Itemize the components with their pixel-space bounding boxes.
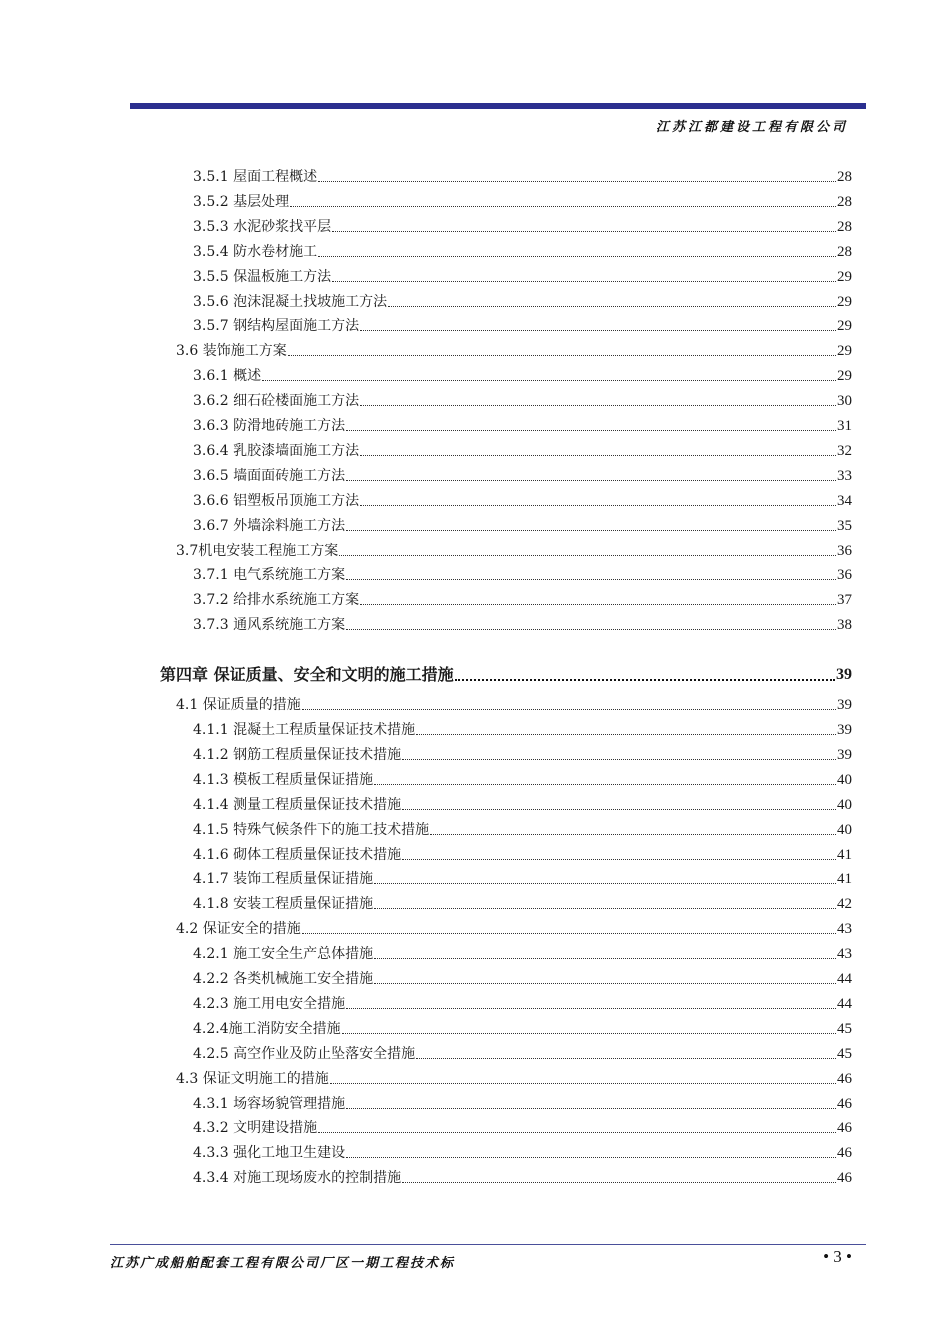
toc-dot-leader <box>388 306 836 307</box>
toc-entry-page: 39 <box>837 722 852 738</box>
toc-dot-leader <box>402 809 836 810</box>
footer-rule <box>110 1244 866 1245</box>
toc-entry[interactable] <box>193 944 852 964</box>
toc-entry[interactable] <box>193 466 852 486</box>
toc-entry-page: 43 <box>837 946 852 963</box>
toc-dot-leader <box>346 430 836 431</box>
toc-entry[interactable] <box>193 894 852 914</box>
toc-entry[interactable] <box>193 242 852 262</box>
toc-entry-page: 28 <box>837 169 852 185</box>
toc-entry[interactable] <box>193 516 852 536</box>
toc-entry-label: 3.5.4 防水卷材施工 <box>193 243 318 260</box>
toc-entry-page: 32 <box>837 442 852 459</box>
toc-dot-leader <box>360 505 836 506</box>
toc-dot-leader <box>360 405 836 406</box>
toc-dot-leader <box>374 784 836 785</box>
toc-entry[interactable] <box>193 167 852 187</box>
toc-entry-label: 3.7.2 给排水系统施工方案 <box>193 592 360 609</box>
toc-entry[interactable] <box>176 919 852 939</box>
toc-entry[interactable] <box>176 341 852 361</box>
toc-entry-page: 28 <box>837 193 852 210</box>
toc-dot-leader <box>318 1132 836 1133</box>
toc-entry-label: 4.1.2 钢筋工程质量保证技术措施 <box>193 746 402 763</box>
toc-entry[interactable] <box>193 1143 852 1163</box>
toc-dot-leader <box>374 958 836 959</box>
toc-entry-label: 3.6.5 墙面面砖施工方法 <box>193 467 346 484</box>
toc-dot-leader <box>402 1182 836 1183</box>
toc-entry-page: 43 <box>837 921 852 938</box>
toc-entry-page: 45 <box>837 1045 852 1062</box>
toc-entry[interactable] <box>193 969 852 989</box>
toc-dot-leader <box>416 1058 836 1059</box>
toc-entry-label: 4.2.1 施工安全生产总体措施 <box>193 946 374 963</box>
toc-chapter-entry[interactable] <box>160 663 852 687</box>
toc-dot-leader <box>346 1008 836 1009</box>
toc-entry[interactable] <box>176 541 852 561</box>
toc-entry[interactable] <box>193 1118 852 1138</box>
toc-entry-label: 4.1.8 安装工程质量保证措施 <box>193 896 374 913</box>
toc-entry-label: 4.1.5 特殊气候条件下的施工技术措施 <box>193 821 430 838</box>
toc-entry[interactable] <box>193 292 852 312</box>
toc-dot-leader <box>332 281 836 282</box>
toc-entry-page: 31 <box>837 418 852 434</box>
toc-entry-label: 4.1.4 测量工程质量保证技术措施 <box>193 796 402 813</box>
toc-dot-leader <box>360 455 836 456</box>
toc-entry-page: 28 <box>837 243 852 260</box>
toc-entry-page: 40 <box>837 796 852 813</box>
toc-entry-label: 4.1.1 混凝土工程质量保证技术措施 <box>193 722 416 738</box>
toc-entry[interactable] <box>193 416 852 436</box>
toc-dot-leader <box>374 983 836 984</box>
toc-entry[interactable] <box>193 192 852 212</box>
toc-entry-page: 46 <box>837 1170 852 1187</box>
toc-entry-page: 46 <box>837 1120 852 1137</box>
toc-entry-label: 4.2.2 各类机械施工安全措施 <box>193 971 374 987</box>
header-rule <box>130 103 866 109</box>
toc-dot-leader <box>339 555 836 556</box>
toc-dot-leader <box>330 1083 836 1084</box>
toc-entry-page: 29 <box>837 293 852 310</box>
toc-entry-label: 3.5.7 钢结构屋面施工方法 <box>193 318 360 335</box>
toc-entry-label: 3.6 装饰施工方案 <box>176 343 287 360</box>
toc-entry[interactable] <box>193 366 852 386</box>
toc-dot-leader <box>402 859 836 860</box>
toc-entry-page: 46 <box>837 1145 852 1162</box>
toc-entry-label: 3.5.5 保温板施工方法 <box>193 268 332 285</box>
toc-dot-leader <box>374 908 836 909</box>
toc-entry[interactable] <box>193 441 852 461</box>
toc-entry-label: 4.1.6 砌体工程质量保证技术措施 <box>193 846 402 863</box>
toc-entry-page: 36 <box>837 542 852 559</box>
toc-entry[interactable] <box>193 770 852 790</box>
toc-entry-label: 3.7.1 电气系统施工方案 <box>193 567 346 584</box>
toc-dot-leader <box>416 734 836 735</box>
toc-entry-page: 41 <box>837 871 852 888</box>
toc-entry-page: 44 <box>837 995 852 1012</box>
toc-dot-leader <box>288 355 836 356</box>
toc-entry-label: 3.6.3 防滑地砖施工方法 <box>193 418 346 434</box>
toc-entry-label: 4.3.3 强化工地卫生建设 <box>193 1145 346 1162</box>
toc-dot-leader <box>374 883 836 884</box>
toc-dot-leader <box>455 679 835 681</box>
toc-dot-leader <box>346 1108 836 1109</box>
toc-entry[interactable] <box>193 217 852 237</box>
toc-entry-page: 36 <box>837 567 852 584</box>
toc-entry-label: 3.7机电安装工程施工方案 <box>176 542 339 559</box>
toc-entry-page: 29 <box>837 368 852 385</box>
toc-entry-page: 44 <box>837 971 852 987</box>
toc-entry-page: 28 <box>837 218 852 235</box>
toc-dot-leader <box>318 256 836 257</box>
toc-entry[interactable] <box>193 1044 852 1064</box>
toc-entry-label: 4.3.2 文明建设措施 <box>193 1120 318 1137</box>
toc-entry[interactable] <box>193 590 852 610</box>
toc-entry-page: 29 <box>837 343 852 360</box>
footer-project-title: 江苏广成船舶配套工程有限公司厂区一期工程技术标 <box>110 1256 456 1271</box>
toc-entry[interactable] <box>193 720 852 740</box>
toc-dot-leader <box>346 530 836 531</box>
toc-entry-label: 3.5.6 泡沫混凝土找坡施工方法 <box>193 293 388 310</box>
toc-entry-page: 40 <box>837 771 852 788</box>
toc-entry-page: 39 <box>837 746 852 763</box>
toc-dot-leader <box>302 709 836 710</box>
toc-entry[interactable] <box>193 820 852 840</box>
toc-entry-label: 4.3.1 场容场貌管理措施 <box>193 1095 346 1112</box>
toc-entry[interactable] <box>193 565 852 585</box>
toc-entry-label: 3.6.1 概述 <box>193 368 262 385</box>
toc-entry-page: 39 <box>836 666 852 684</box>
toc-entry[interactable] <box>193 615 852 635</box>
toc-entry-page: 33 <box>837 467 852 484</box>
header-company-name: 江苏江都建设工程有限公司 <box>655 120 848 135</box>
toc-dot-leader <box>342 1033 836 1034</box>
toc-entry-label: 3.5.3 水泥砂浆找平层 <box>193 218 332 235</box>
toc-entry-label: 4.3 保证文明施工的措施 <box>176 1070 329 1087</box>
toc-entry-page: 35 <box>837 517 852 534</box>
toc-entry-label: 4.2.5 高空作业及防止坠落安全措施 <box>193 1045 416 1062</box>
toc-dot-leader <box>262 380 836 381</box>
toc-entry-label: 3.7.3 通风系统施工方案 <box>193 617 346 634</box>
toc-entry-page: 40 <box>837 821 852 838</box>
toc-dot-leader <box>360 604 836 605</box>
toc-entry[interactable] <box>193 795 852 815</box>
toc-dot-leader <box>346 629 836 630</box>
toc-entry[interactable] <box>193 316 852 336</box>
toc-entry[interactable] <box>193 491 852 511</box>
toc-entry-page: 29 <box>837 318 852 335</box>
toc-entry[interactable] <box>176 695 852 715</box>
toc-entry-page: 29 <box>837 268 852 285</box>
toc-entry-label: 第四章 保证质量、安全和文明的施工措施 <box>160 665 454 685</box>
toc-dot-leader <box>346 480 836 481</box>
toc-entry[interactable] <box>193 869 852 889</box>
toc-entry-label: 3.6.4 乳胶漆墙面施工方法 <box>193 442 360 459</box>
toc-dot-leader <box>302 933 836 934</box>
toc-dot-leader <box>290 206 836 207</box>
toc-entry[interactable] <box>193 1094 852 1114</box>
toc-entry-label: 4.2.3 施工用电安全措施 <box>193 995 346 1012</box>
toc-entry-page: 34 <box>837 492 852 509</box>
toc-dot-leader <box>402 759 836 760</box>
toc-entry-page: 30 <box>837 393 852 410</box>
toc-entry-label: 3.6.2 细石砼楼面施工方法 <box>193 393 360 410</box>
toc-dot-leader <box>360 330 836 331</box>
toc-entry[interactable] <box>193 391 852 411</box>
toc-entry-page: 41 <box>837 846 852 863</box>
toc-entry-page: 42 <box>837 896 852 913</box>
toc-dot-leader <box>332 231 836 232</box>
toc-entry[interactable] <box>193 267 852 287</box>
toc-entry-page: 38 <box>837 617 852 634</box>
toc-entry[interactable] <box>193 845 852 865</box>
toc-entry-label: 4.2 保证安全的措施 <box>176 921 301 938</box>
toc-entry-label: 4.1 保证质量的措施 <box>176 697 301 714</box>
toc-entry-label: 3.6.6 铝塑板吊顶施工方法 <box>193 492 360 509</box>
toc-entry-label: 3.5.2 基层处理 <box>193 193 290 210</box>
toc-entry-label: 4.1.3 模板工程质量保证措施 <box>193 771 374 788</box>
toc-entry[interactable] <box>176 1069 852 1089</box>
toc-dot-leader <box>318 181 836 182</box>
toc-dot-leader <box>430 834 836 835</box>
toc-entry-page: 39 <box>837 697 852 714</box>
toc-entry[interactable] <box>193 745 852 765</box>
toc-entry-page: 45 <box>837 1020 852 1037</box>
toc-entry-label: 4.3.4 对施工现场废水的控制措施 <box>193 1170 402 1187</box>
toc-entry-page: 46 <box>837 1070 852 1087</box>
toc-entry-page: 37 <box>837 592 852 609</box>
toc-dot-leader <box>346 579 836 580</box>
toc-entry[interactable] <box>193 994 852 1014</box>
page-number: • 3 • <box>823 1247 852 1266</box>
toc-entry-label: 3.5.1 屋面工程概述 <box>193 169 318 185</box>
toc-entry-label: 3.6.7 外墙涂料施工方法 <box>193 517 346 534</box>
toc-dot-leader <box>346 1157 836 1158</box>
toc-entry-label: 4.1.7 装饰工程质量保证措施 <box>193 871 374 888</box>
toc-entry-label: 4.2.4施工消防安全措施 <box>193 1020 341 1037</box>
toc-entry[interactable] <box>193 1019 852 1039</box>
toc-entry-page: 46 <box>837 1095 852 1112</box>
toc-entry[interactable] <box>193 1168 852 1188</box>
